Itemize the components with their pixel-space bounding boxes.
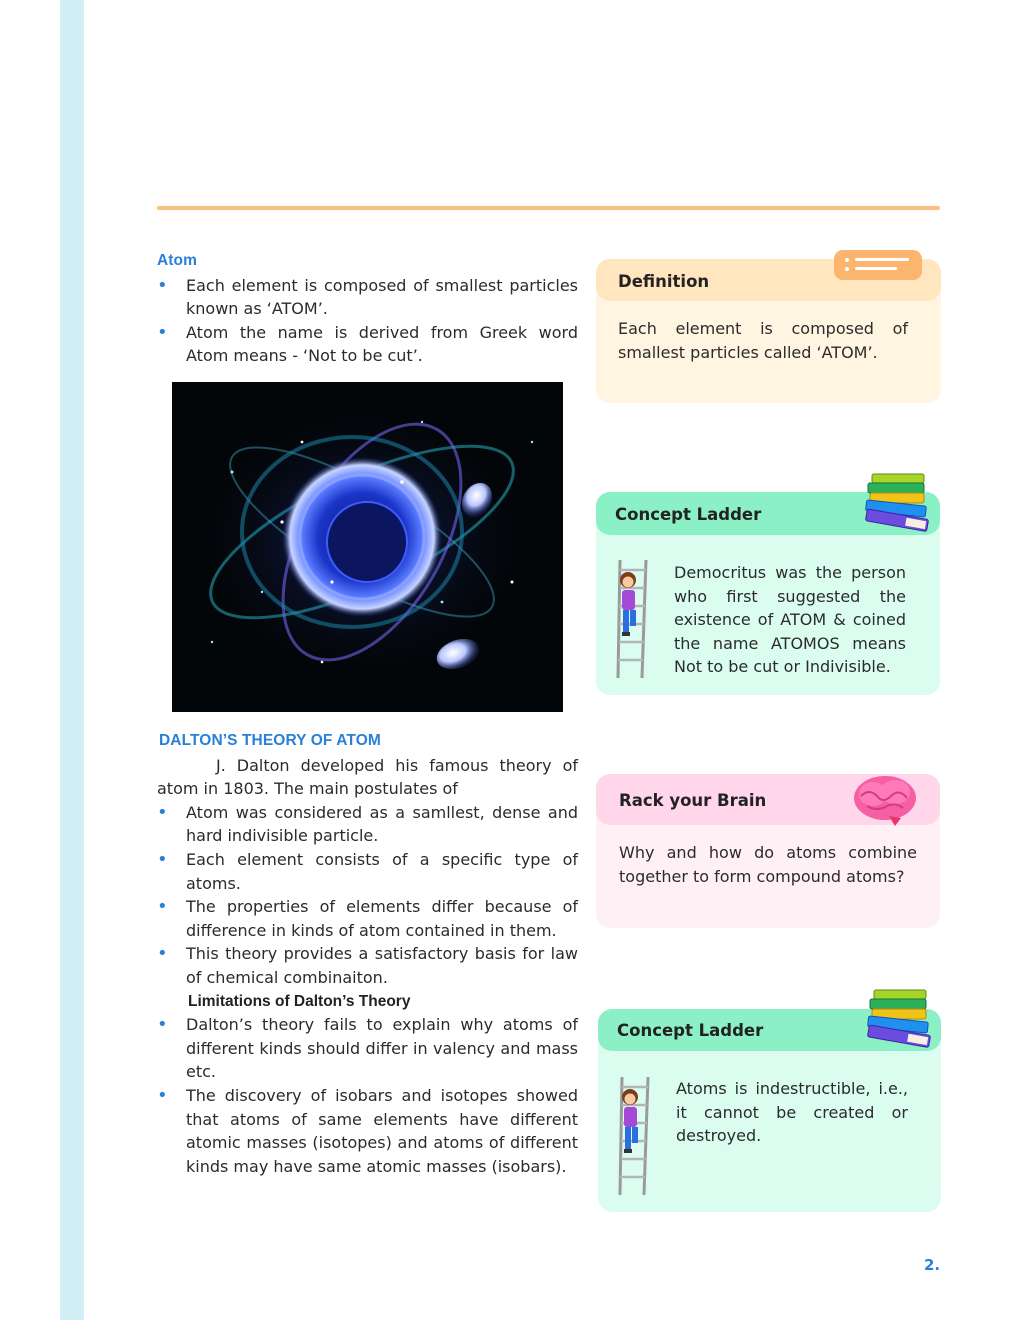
atom-glow-graphic (172, 382, 563, 712)
concept-ladder-text: Atoms is indestructible, i.e., it cannot be created or destroyed. (676, 1079, 908, 1146)
definition-box (596, 259, 941, 403)
list-item: • The properties of elements differ because of difference in kinds of atom contained in them. (157, 895, 578, 942)
list-item: • Atom was considered as a samllest, dense and hard indivisible particle. (157, 801, 578, 848)
limitations-heading: Limitations of Dalton’s Theory (188, 992, 411, 1010)
header-divider (157, 206, 940, 210)
rack-your-brain-box (596, 774, 940, 928)
list-item: • The discovery of isobars and isotopes showed that atoms of same elements have different atomic masses (isotopes) and atoms of different kinds may have same atomic masses (isobars). (157, 1084, 578, 1178)
girl-climbing-ladder-icon (616, 1075, 656, 1197)
girl-climbing-ladder-icon (614, 558, 654, 680)
list-item: • Each element is composed of smallest particles known as ‘ATOM’. (157, 274, 578, 321)
books-icon (862, 472, 936, 536)
atom-bullet-list (157, 274, 578, 368)
list-item: • This theory provides a satisfactory basis for law of chemical combinaiton. (157, 942, 578, 989)
note-icon (833, 249, 923, 281)
concept-ladder-box-1 (596, 492, 940, 695)
concept-ladder-box-2 (598, 1009, 941, 1212)
dalton-bullet-list (157, 801, 578, 990)
rack-your-brain-title: Rack your Brain (619, 791, 767, 810)
atom-section (157, 249, 578, 368)
atom-illustration (172, 382, 563, 712)
dalton-intro: J. Dalton developed his famous theory of atom in 1803. The main postulates of (157, 755, 578, 799)
concept-ladder-text: Democritus was the person who first suggested the existence of ATOM & coined the name ATOMOS means Not to be cut or Indivisible. (674, 563, 906, 677)
books-icon (864, 988, 938, 1052)
list-item: • Atom the name is derived from Greek word Atom means - ‘Not to be cut’. (157, 321, 578, 368)
dalton-heading: DALTON’S THEORY OF ATOM (159, 732, 381, 749)
atom-heading: Atom (157, 252, 198, 269)
dalton-section (157, 729, 578, 1178)
list-item: • Each element consists of a specific type of atoms. (157, 848, 578, 895)
concept-ladder-title: Concept Ladder (617, 1021, 764, 1040)
limitations-bullet-list (157, 1013, 578, 1178)
page-number: 2. (924, 1256, 941, 1274)
side-margin-strip (60, 0, 84, 1320)
rack-your-brain-text: Why and how do atoms combine together to form compound atoms? (619, 843, 917, 886)
brain-icon (851, 774, 917, 828)
list-item: • Dalton’s theory fails to explain why atoms of different kinds should differ in valency and mass etc. (157, 1013, 578, 1084)
concept-ladder-title: Concept Ladder (615, 505, 762, 524)
definition-text: Each element is composed of smallest particles called ‘ATOM’. (618, 319, 908, 362)
definition-title: Definition (618, 272, 710, 291)
